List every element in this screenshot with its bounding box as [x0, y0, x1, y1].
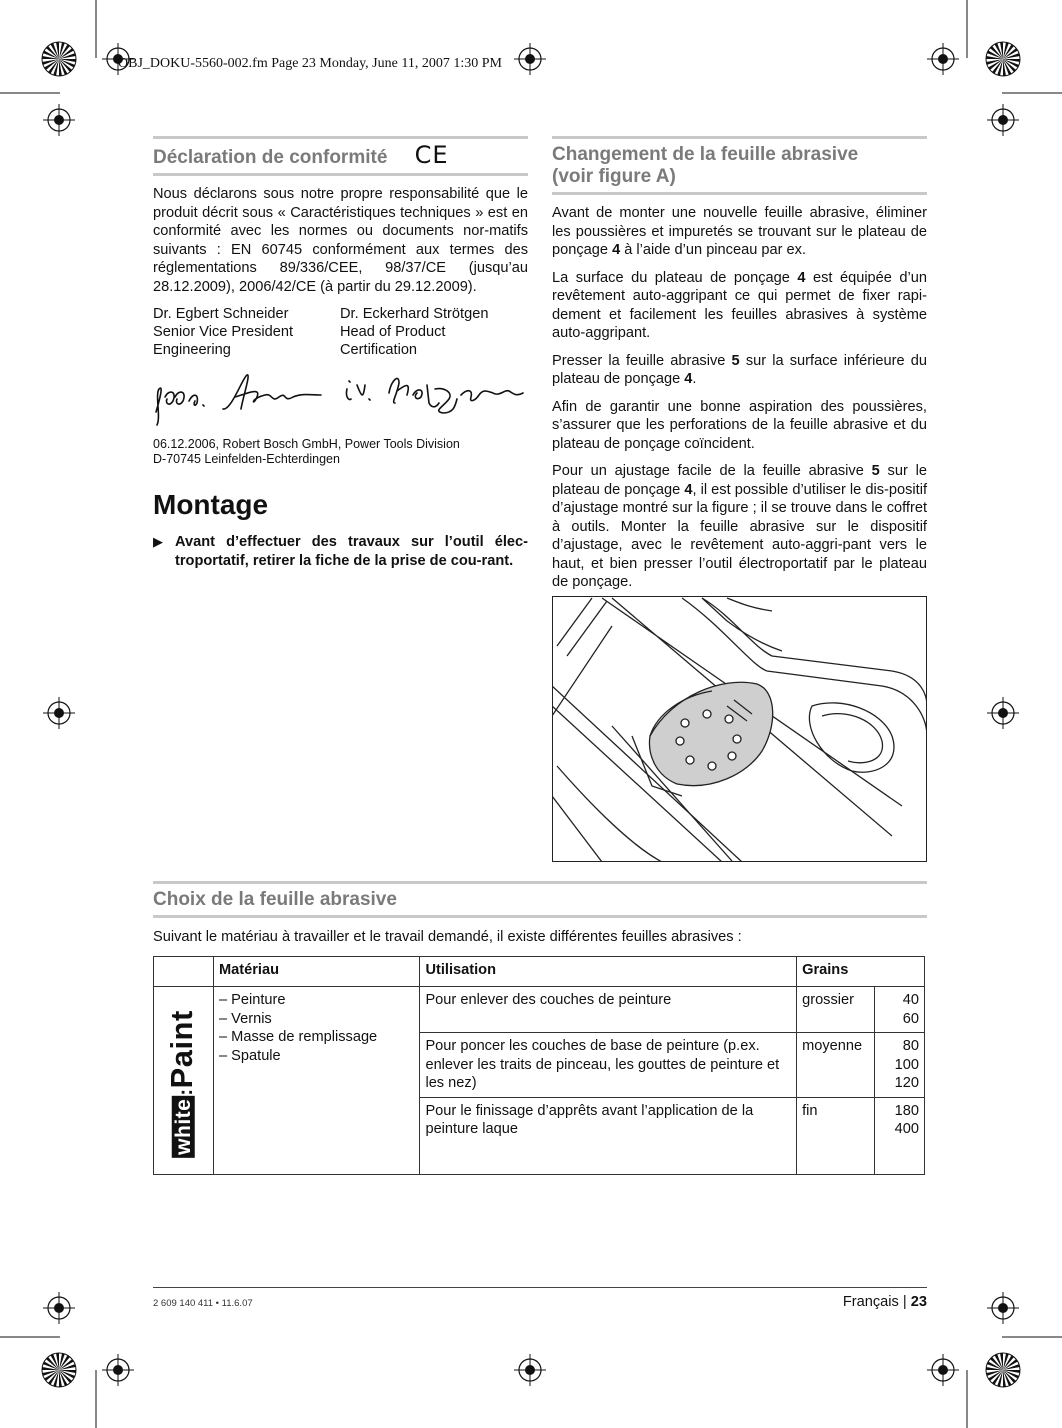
change-sheet-heading: Changement de la feuille abrasive (voir figure A) [552, 136, 927, 195]
change-paragraph-4: Afin de garantir une bonne aspiration des poussières, s’assurer que les perforations de la feuille abrasive et du plateau de ponçage coïncident. [552, 398, 927, 452]
change-paragraph-2: La surface du plateau de ponçage 4 est équipée d’un revêtement auto-aggripant ce qui permet de fixer rapi-dement et facilement les feuilles abrasives à système auto-aggripant. [552, 269, 927, 341]
signers [153, 305, 528, 359]
use-cell: Pour poncer les couches de base de peinture (p.ex. enlever les traits de pinceau, les gouttes de peinture et les nez) [420, 1033, 797, 1098]
registration-mark-icon [514, 1354, 546, 1386]
montage-warning-text: Avant d’effectuer des travaux sur l’outil élec-troportatif, retirer la fiche de la prise de cou-rant. [175, 534, 528, 569]
change-paragraph-3: Presser la feuille abrasive 5 sur la surface inférieure du plateau de ponçage 4. [552, 352, 927, 387]
table-header-row [154, 957, 925, 987]
grains-header: Grains [797, 957, 925, 987]
grains-cell: 80 100 120 [875, 1033, 925, 1098]
footer-document-code: 2 609 140 411 • 11.6.07 [153, 1298, 253, 1309]
montage-heading: Montage [153, 489, 269, 520]
signer-1-name: Dr. Egbert Schneider [153, 306, 289, 322]
signer-2 [340, 305, 488, 359]
use-cell: Pour enlever des couches de peinture [420, 987, 797, 1033]
registration-mark-icon [43, 697, 75, 729]
starburst-target-icon [986, 42, 1020, 76]
registration-mark-icon [987, 1292, 1019, 1324]
choice-intro: Suivant le matériau à travailler et le travail demandé, il existe différentes feuilles abrasives : [153, 929, 742, 945]
change-sheet-section [552, 136, 927, 601]
declaration-text: Nous déclarons sous notre propre responsabilité que le produit décrit sous « Caractéristiques techniques » est en conformité avec les normes ou documents nor-matifs suivants : EN 60745 conformément aux termes des réglementations 89/336/CEE, 98/37/CE (jusqu’au 28.12.2009), 2006/42/CE (à partir du 29.12.2009). [153, 186, 528, 295]
registration-mark-icon [927, 1354, 959, 1386]
use-header: Utilisation [420, 957, 797, 987]
change-paragraph-1: Avant de monter une nouvelle feuille abrasive, éliminer les poussières et impuretés se trouvant sur le plateau de ponçage 4 à l’aide d’un pinceau par ex. [552, 205, 927, 258]
registration-mark-icon [43, 104, 75, 136]
registration-mark-icon [987, 697, 1019, 729]
white-paint-logo-cell [154, 987, 214, 1175]
use-cell: Pour le finissage d’apprêts avant l’application de la peinture laque [420, 1097, 797, 1174]
triangle-bullet-icon: ▶ [153, 534, 163, 549]
grains-cell: 180 400 [875, 1097, 925, 1174]
footer-page-number: 23 [910, 1294, 927, 1310]
signer-1 [153, 305, 340, 359]
issuer-address-line: D-70745 Leinfelden-Echterdingen [153, 452, 340, 466]
starburst-target-icon [986, 1353, 1020, 1387]
material-item: – Peinture [219, 992, 286, 1008]
signer-2-role-2: Certification [340, 342, 418, 358]
registration-mark-icon [987, 104, 1019, 136]
registration-mark-icon [43, 1292, 75, 1324]
signer-1-role-2: Engineering [153, 342, 231, 358]
grade-cell: moyenne [797, 1033, 875, 1098]
change-paragraph-5: Pour un ajustage facile de la feuille abrasive 5 sur le plateau de ponçage 4, il est possible d’utiliser le dis-positif d’ajustage montré sur la figure ; il se trouve dans le coffret à outils. Monter la feuille abrasive sur le dispositif d’ajustage, avec le revêtement auto-aggri-pant vers le haut, et bien presser l’outil électroportatif par le plateau de ponçage. [552, 463, 927, 590]
signatures-image [153, 367, 528, 429]
declaration-section [153, 136, 528, 570]
grade-cell: grossier [797, 987, 875, 1033]
material-header: Matériau [214, 957, 420, 987]
choice-heading: Choix de la feuille abrasive [153, 881, 927, 918]
table-row [154, 987, 925, 1033]
sanding-sheet-table [153, 956, 925, 1175]
ce-mark-icon: CE [414, 141, 449, 169]
montage-warning [153, 533, 528, 570]
material-item: – Vernis [219, 1010, 272, 1027]
signer-2-name: Dr. Eckerhard Strötgen [340, 306, 489, 322]
registration-mark-icon [102, 1354, 134, 1386]
white-paint-logo: white:Paint [154, 994, 213, 1174]
signer-1-role: Senior Vice President [153, 324, 294, 340]
footer-rule [153, 1287, 927, 1288]
grains-cell: 40 60 [875, 987, 925, 1033]
starburst-target-icon [42, 1353, 76, 1387]
figure-a-illustration [552, 596, 927, 862]
declaration-heading: Déclaration de conformité CE [153, 136, 528, 176]
registration-mark-icon [927, 43, 959, 75]
file-info-header: OBJ_DOKU-5560-002.fm Page 23 Monday, June 11, 2007 1:30 PM [118, 56, 502, 71]
footer-language: Français [842, 1294, 899, 1310]
footer-separator: | [902, 1294, 907, 1310]
issuer-date-line: 06.12.2006, Robert Bosch GmbH, Power Tools Division [153, 437, 460, 451]
material-item: – Masse de remplissage [219, 1029, 378, 1045]
starburst-target-icon [42, 42, 76, 76]
materials-cell [214, 987, 420, 1175]
grade-cell: fin [797, 1097, 875, 1174]
logo-header-cell [154, 957, 214, 987]
registration-mark-icon [514, 43, 546, 75]
choice-section [153, 881, 927, 956]
signer-2-role: Head of Product [340, 324, 446, 340]
material-item: – Spatule [219, 1047, 281, 1064]
footer-page-label [843, 1294, 927, 1310]
